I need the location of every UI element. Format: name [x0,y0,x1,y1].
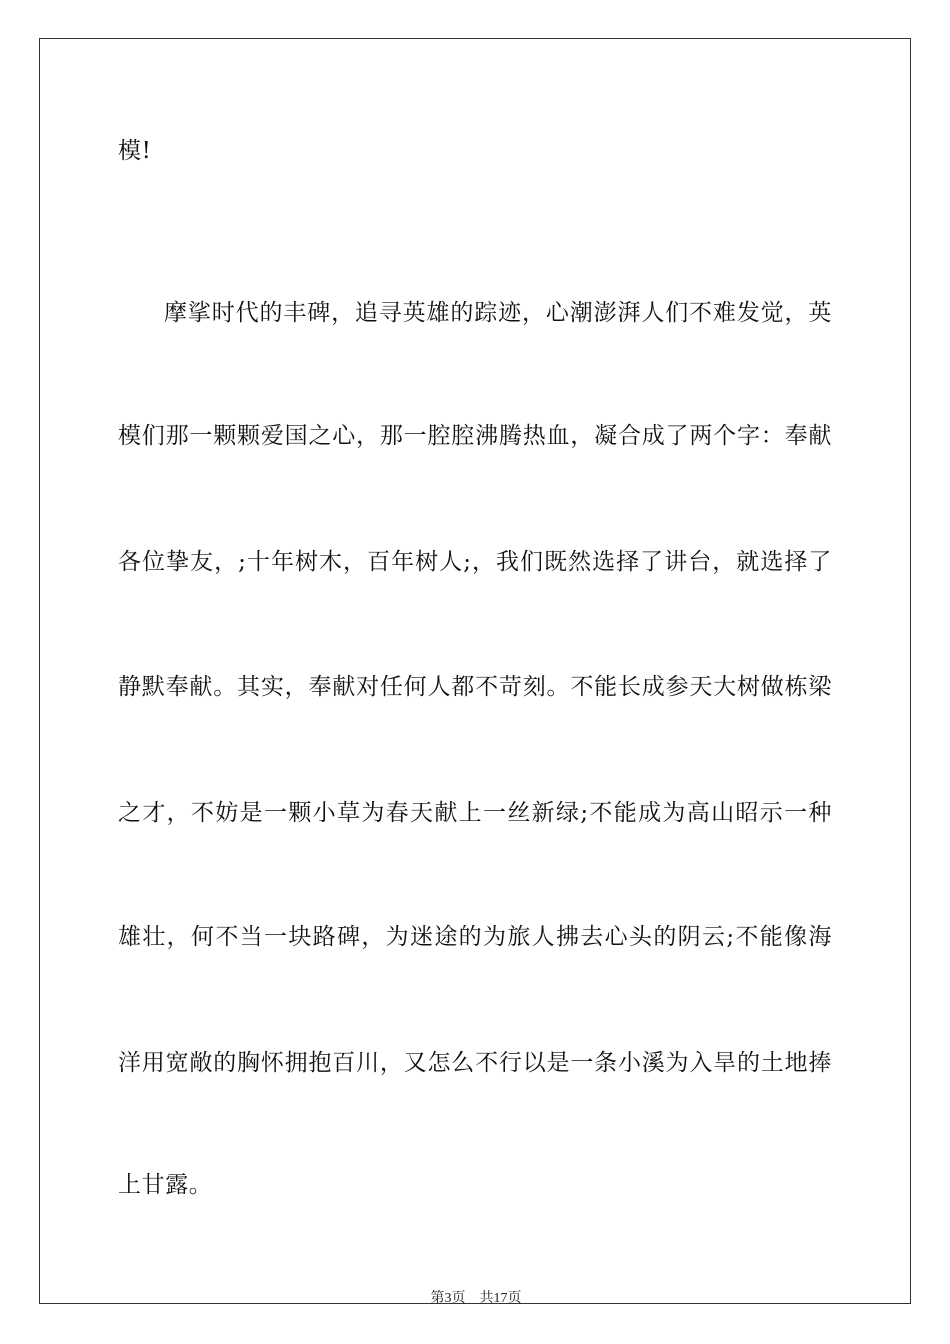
page-total: 共17页 [479,1291,522,1306]
page-number: 第3页 [430,1291,466,1306]
text-line: 上甘露。 [118,1172,213,1198]
text-line: 静默奉献。其实，奉献对任何人都不苛刻。不能长成参天大树做栋梁 [118,674,832,700]
text-line: 模们那一颗颗爱国之心，那一腔腔沸腾热血，凝合成了两个字：奉献 [118,423,832,449]
text-line: 洋用宽敞的胸怀拥抱百川，又怎么不行以是一条小溪为入旱的土地捧 [118,1050,832,1076]
text-line: 雄壮，何不当一块路碑，为迷途的为旅人拂去心头的阴云;不能像海 [118,924,832,950]
paragraph-first-line: 摩挲时代的丰碑，追寻英雄的踪迹，心潮澎湃人们不难发觉，英 [164,300,832,326]
page-footer [40,1287,912,1307]
text-line: 之才，不妨是一颗小草为春天献上一丝新绿;不能成为高山昭示一种 [118,800,832,826]
text-line: 模! [118,138,152,164]
page-frame [39,38,911,1304]
text-line: 各位挚友，;十年树木，百年树人;，我们既然选择了讲台，就选择了 [118,549,832,575]
